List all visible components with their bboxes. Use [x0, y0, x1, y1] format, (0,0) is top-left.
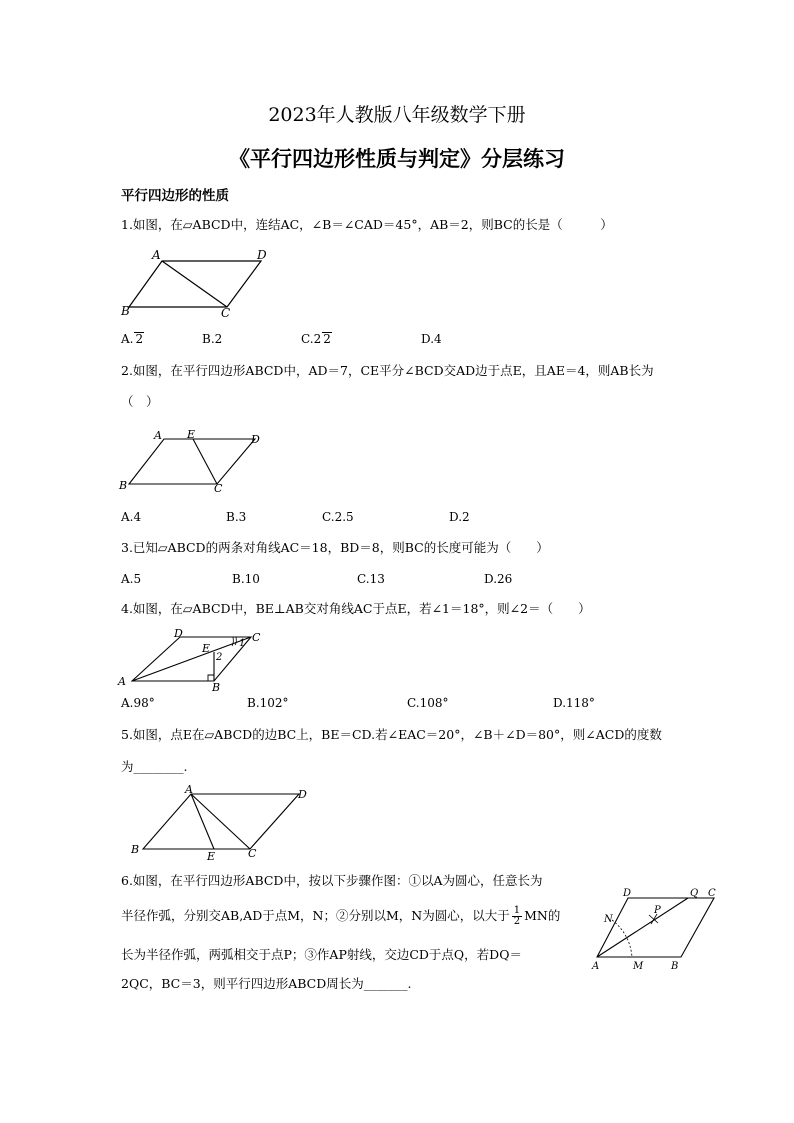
question-5-text: 5.如图，点E在▱ABCD的边BC上，BE＝CD.若∠EAC＝20°，∠B＋∠D＝80°，则∠ACD的度数	[121, 727, 662, 742]
q1-option-a: A. 2	[121, 332, 144, 346]
document-subtitle: 《平行四边形性质与判定》分层练习	[229, 146, 565, 171]
q4-label-a: A	[118, 675, 126, 688]
q6-label-q: Q	[690, 888, 699, 899]
question-4-figure	[115, 625, 275, 693]
q3-option-a: A.5	[121, 572, 142, 586]
q1-option-b: B.2	[202, 332, 223, 346]
q4-option-d: D.118°	[553, 696, 595, 710]
question-2-figure	[113, 426, 273, 496]
fraction-one-half: $\frac{1}{2}$	[513, 905, 521, 927]
question-6-text-line4: 2QC，BC＝3，则平行四边形ABCD周长为_______.	[121, 976, 412, 991]
q4-label-c: C	[252, 631, 261, 644]
q4-angle-2: 2	[216, 652, 223, 663]
q4-option-c: C.108°	[407, 696, 449, 710]
q4-label-b: B	[212, 681, 221, 693]
q5-label-e: E	[207, 850, 216, 863]
question-6-text-line3: 长为半径作弧，两弧相交于点P；③作AP射线，交边CD于点Q，若DQ＝	[121, 947, 522, 962]
q4-angle-1: 1	[239, 638, 246, 649]
question-3-text: 3.已知▱ABCD的两条对角线AC＝18，BD＝8，则BC的长度可能为（ ）	[121, 540, 549, 555]
q2-label-d: D	[251, 433, 260, 446]
q2-option-d: D.2	[449, 510, 470, 524]
q6-label-b: B	[671, 961, 679, 972]
q2-label-c: C	[214, 482, 223, 495]
q6-line2-start: 半径作弧，分别交AB,AD于点M，N；②分别以M，N为圆心，以大于	[121, 908, 510, 923]
question-5-figure	[127, 782, 327, 864]
q2-option-a: A.4	[121, 510, 142, 524]
q2-label-a: A	[154, 429, 162, 442]
q5-label-c: C	[248, 847, 257, 860]
q3-option-d: D.26	[484, 572, 513, 586]
question-6-figure	[590, 884, 730, 976]
document-title: 2023年人教版八年级数学下册	[268, 104, 526, 126]
q2-label-b: B	[119, 479, 128, 492]
q5-label-a: A	[185, 783, 193, 796]
q1-label-d: D	[257, 248, 267, 262]
question-1-figure	[115, 245, 280, 320]
q3-option-b: B.10	[232, 572, 260, 586]
q5-label-d: D	[298, 788, 307, 801]
q5-label-b: B	[131, 843, 140, 856]
question-1-text: 1.如图，在▱ABCD中，连结AC，∠B＝∠CAD＝45°，AB＝2，则BC的长是（ ）	[121, 217, 613, 232]
q1-option-c: C.2 2	[301, 332, 331, 346]
question-2-text: 2.如图，在平行四边形ABCD中，AD＝7，CE平分∠BCD交AD边于点E，且AE＝4，则AB长为	[121, 363, 654, 378]
q1-option-d: D.4	[421, 332, 442, 346]
q6-line2-end: MN的	[524, 908, 561, 923]
q2-option-c: C.2.5	[322, 510, 354, 524]
q6-label-p: P	[654, 905, 661, 916]
q2-label-e: E	[187, 428, 196, 441]
q1-label-b: B	[121, 304, 130, 318]
question-5-text-cont: 为________.	[121, 759, 188, 774]
q4-option-a: A.98°	[121, 696, 155, 710]
q4-label-d: D	[174, 627, 183, 640]
q2-option-b: B.3	[226, 510, 247, 524]
q6-label-m: M	[633, 961, 644, 972]
section-heading: 平行四边形的性质	[121, 188, 229, 204]
q1-label-a: A	[152, 248, 161, 262]
question-2-text-cont: （ ）	[121, 394, 159, 409]
q6-label-c: C	[708, 888, 716, 899]
question-6-text-line2	[121, 906, 560, 927]
q3-option-c: C.13	[357, 572, 385, 586]
q4-label-e: E	[202, 642, 211, 655]
q4-option-b: B.102°	[247, 696, 289, 710]
question-6-text-line1: 6.如图，在平行四边形ABCD中，按以下步骤作图：①以A为圆心，任意长为	[121, 873, 543, 888]
q6-label-d: D	[623, 888, 632, 899]
q6-label-a: A	[592, 961, 600, 972]
q6-label-n: N	[604, 914, 613, 925]
q1-label-c: C	[221, 306, 231, 320]
question-4-text: 4.如图，在▱ABCD中，BE⊥AB交对角线AC于点E，若∠1＝18°，则∠2＝（ ）	[121, 601, 591, 616]
